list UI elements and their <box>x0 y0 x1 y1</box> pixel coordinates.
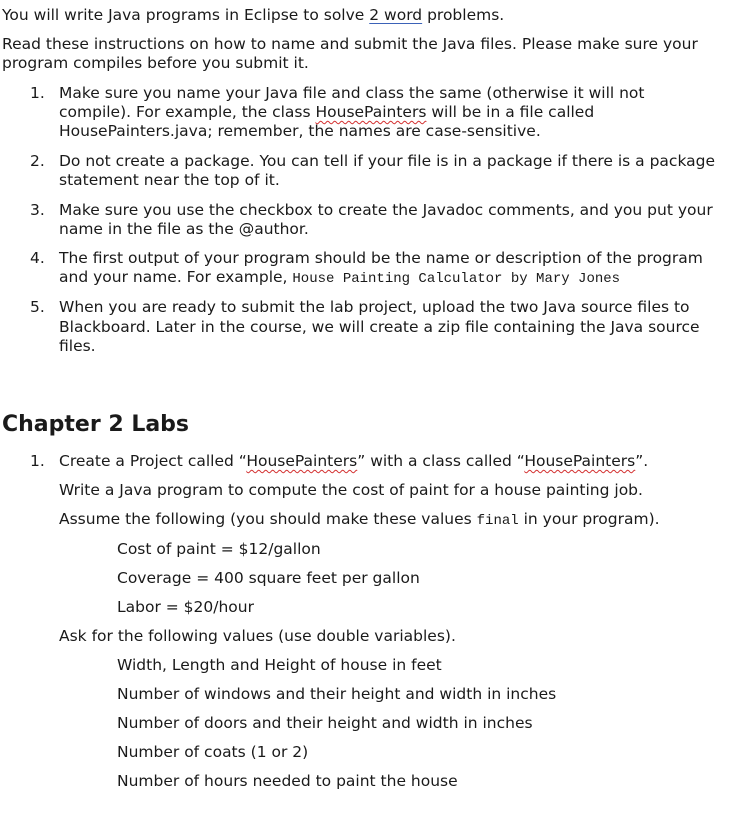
lab-write-line: Write a Java program to compute the cost of paint for a house painting job. <box>59 481 643 499</box>
spellcheck-word: HousePainters <box>315 103 427 121</box>
instruction-number: 4. <box>30 249 45 267</box>
intro-line-1 <box>2 6 504 26</box>
input-coats: Number of coats (1 or 2) <box>117 743 309 761</box>
example-output-code: House Painting Calculator by Mary Jones <box>292 271 621 287</box>
input-hours: Number of hours needed to paint the house <box>117 772 458 790</box>
final-keyword-code: final <box>476 513 519 529</box>
lab-ask-line: Ask for the following values (use double variables). <box>59 627 456 645</box>
text-span: and your name. For example, <box>59 268 293 286</box>
intro-paragraph-line-1: Read these instructions on how to name and submit the Java files. Please make sure your <box>2 35 698 53</box>
lab-assume-line <box>59 510 660 532</box>
instruction-number: 3. <box>30 201 45 219</box>
instruction-1-line-1: Make sure you name your Java file and class the same (otherwise it will not <box>59 84 645 102</box>
lab-number: 1. <box>30 452 45 470</box>
spellcheck-word: HousePainters <box>524 452 636 470</box>
intro-text-end: problems. <box>422 6 505 24</box>
text-span: ” with a class called “ <box>357 452 525 470</box>
instruction-4-line-2 <box>59 268 620 290</box>
lab-title <box>59 452 648 472</box>
text-span: compile). For example, the class <box>59 103 316 121</box>
intro-text: You will write Java programs in Eclipse to solve <box>2 6 370 24</box>
instruction-3-line-2: name in the file as the @author. <box>59 220 309 238</box>
text-span: in your program). <box>518 510 660 528</box>
spellcheck-word: HousePainters <box>246 452 358 470</box>
constant-cost-of-paint: Cost of paint = $12/gallon <box>117 540 321 558</box>
input-doors: Number of doors and their height and width in inches <box>117 714 533 732</box>
text-span: Create a Project called “ <box>59 452 247 470</box>
two-word-link[interactable]: 2 word <box>369 6 423 24</box>
instruction-5-line-1: When you are ready to submit the lab project, upload the two Java source files to <box>59 298 690 316</box>
instruction-5-line-2: Blackboard. Later in the course, we will create a zip file containing the Java source <box>59 318 700 336</box>
text-span: will be in a file called <box>426 103 595 121</box>
instruction-3-line-1: Make sure you use the checkbox to create the Javadoc comments, and you put your <box>59 201 713 219</box>
constant-coverage: Coverage = 400 square feet per gallon <box>117 569 420 587</box>
instruction-number: 2. <box>30 152 45 170</box>
input-dimensions: Width, Length and Height of house in feet <box>117 656 442 674</box>
instruction-number: 1. <box>30 84 45 102</box>
instruction-2-line-2: statement near the top of it. <box>59 171 280 189</box>
instruction-4-line-1: The first output of your program should be the name or description of the program <box>59 249 703 267</box>
chapter-heading: Chapter 2 Labs <box>2 412 190 437</box>
intro-paragraph-line-2: program compiles before you submit it. <box>2 54 309 72</box>
instruction-1-line-2 <box>59 103 594 123</box>
constant-labor: Labor = $20/hour <box>117 598 254 616</box>
instruction-5-line-3: files. <box>59 337 96 355</box>
text-span: Assume the following (you should make these values <box>59 510 477 528</box>
instruction-1-line-3: HousePainters.java; remember, the names are case-sensitive. <box>59 122 541 140</box>
instruction-number: 5. <box>30 298 45 316</box>
text-span: ”. <box>635 452 649 470</box>
instruction-2-line-1: Do not create a package. You can tell if your file is in a package if there is a package <box>59 152 716 170</box>
input-windows: Number of windows and their height and width in inches <box>117 685 557 703</box>
